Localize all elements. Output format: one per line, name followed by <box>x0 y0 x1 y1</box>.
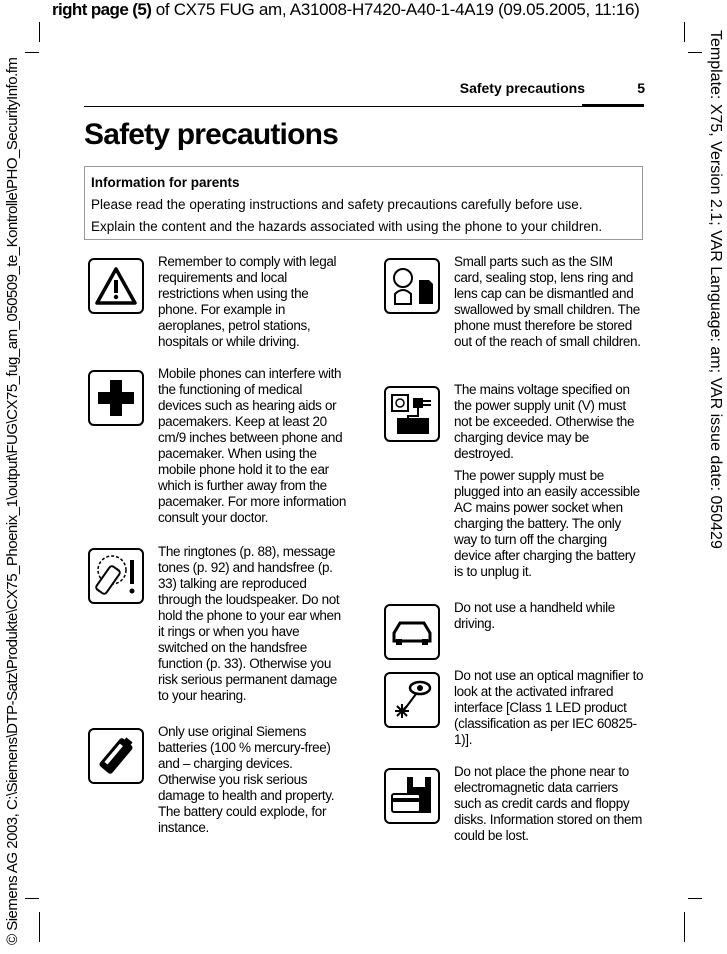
item-text <box>454 600 644 638</box>
loud-phone-icon <box>88 548 144 604</box>
power-supply-icon <box>384 386 440 442</box>
item-paragraph: Do not use an optical magnifier to look at the activated infrared interface [Class 1 LED product (classification as per IEC 60825-1)]. <box>454 668 644 747</box>
info-box <box>84 166 643 240</box>
item-text <box>454 764 644 850</box>
right-margin-template: Template: X75, Version 2.1; VAR Language: am; VAR issue date: 050429 <box>707 30 724 549</box>
info-line: Explain the content and the hazards associated with using the phone to your children. <box>91 219 603 234</box>
info-line: Please read the operating instructions and safety precautions carefully before use. <box>91 197 583 212</box>
header-rule <box>84 106 644 107</box>
item-paragraph: The power supply must be plugged into an easily accessible AC mains power socket when charging the battery. The only way to turn off the charging device after charging the battery is to unplug it. <box>454 468 640 579</box>
item-paragraph: The ringtones (p. 88), message tones (p. 92) and handsfree (p. 33) talking are reproduced through the loudspeaker. Do not hold the phone to your ear when it rings or when you have switched on the handsfree function (p. 33). Otherwise you risk serious permanent damage to your hearing. <box>158 544 341 703</box>
medical-cross-icon <box>88 370 144 426</box>
eye-laser-icon <box>384 672 440 728</box>
item-text <box>454 254 644 356</box>
running-header <box>395 80 645 96</box>
item-paragraph: Do not place the phone near to electromagnetic data carriers such as credit cards and floppy disks. Information stored on them could be lost. <box>454 764 643 843</box>
print-header <box>52 0 640 20</box>
item-text <box>158 366 348 532</box>
card-floppy-icon <box>384 768 440 824</box>
info-heading: Information for parents <box>91 175 240 190</box>
item-paragraph: The mains voltage specified on the power supply unit (V) must not be exceeded. Otherwise the charging device may be destroyed. <box>454 382 635 461</box>
item-paragraph: Do not use a handheld while driving. <box>454 600 615 631</box>
page-number: 5 <box>637 80 645 96</box>
crop-mark <box>684 912 685 942</box>
item-paragraph: Mobile phones can interfere with the functioning of medical devices such as hearing aids or pacemakers. Keep at least 20 cm/9 inches between phone and pacemaker. When using the mobile phone hold it to the ear which is further away from the pacemaker. For more information consult your doctor. <box>158 366 346 525</box>
header-rule-accent <box>582 104 644 107</box>
page-title: Safety precautions <box>84 118 339 151</box>
item-text <box>454 668 644 754</box>
crop-mark <box>688 898 702 899</box>
crop-mark <box>25 898 39 899</box>
crop-mark <box>688 52 702 53</box>
item-paragraph: Only use original Siemens batteries (100 % mercury-free) and – charging devices. Otherwise you risk serious damage to health and property. The battery could explode, for instance. <box>158 724 335 835</box>
crop-mark <box>39 912 40 942</box>
item-text <box>158 544 348 710</box>
print-header-bold: right page (5) <box>52 0 152 19</box>
child-small-parts-icon <box>384 258 440 314</box>
crop-mark <box>684 22 685 42</box>
print-header-rest: of CX75 FUG am, A31008-H7420-A40-1-4A19 (09.05.2005, 11:16) <box>151 0 640 19</box>
crop-mark <box>39 22 40 42</box>
car-icon <box>384 604 440 660</box>
item-paragraph: Remember to comply with legal requirements and local restrictions when using the phone. For example in aeroplanes, petrol stations, hospitals or while driving. <box>158 254 337 349</box>
left-margin-path: © Siemens AG 2003, C:\Siemens\DTP-Satz\Produkte\CX75_Phoenix_1\output\FUG\CX75_fug_am_050509_te_Kontrolle\PHO_SecurityInfo.fm <box>4 57 21 945</box>
battery-icon <box>88 728 144 784</box>
crop-mark <box>25 52 39 53</box>
running-title: Safety precautions <box>459 80 585 96</box>
warning-icon <box>88 258 144 314</box>
item-text <box>158 254 348 356</box>
item-text <box>158 724 348 842</box>
item-paragraph: Small parts such as the SIM card, sealing stop, lens ring and lens cap can be dismantled and swallowed by small children. The phone must therefore be stored out of the reach of small children. <box>454 254 641 349</box>
item-text <box>454 382 644 586</box>
